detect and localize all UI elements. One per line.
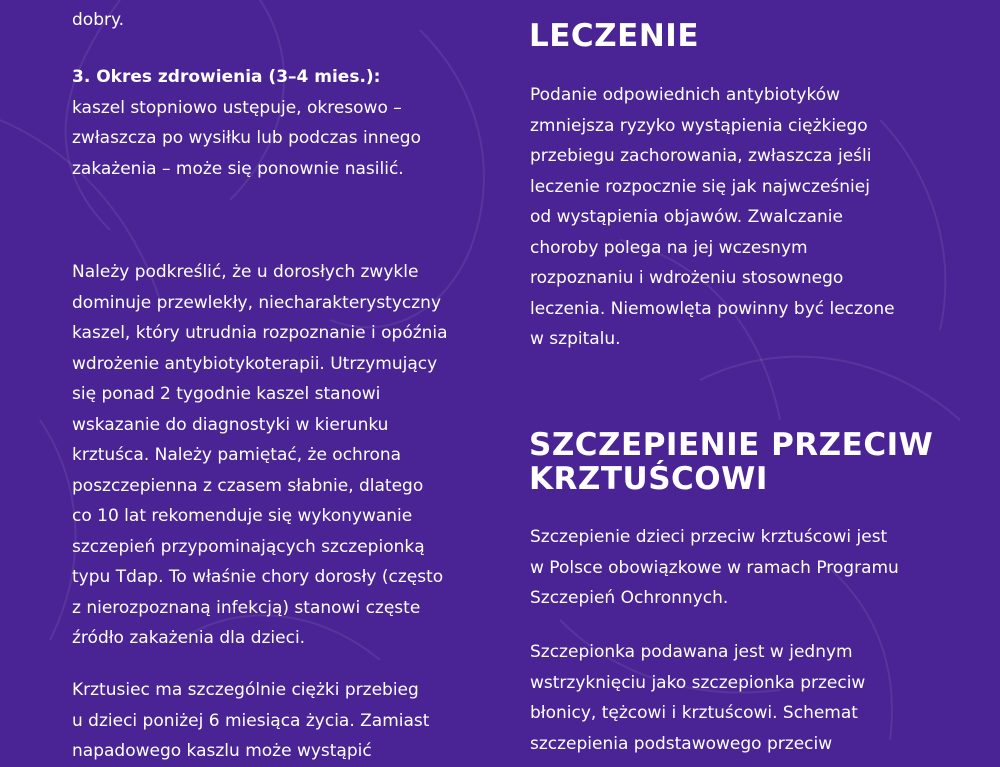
vaccine-paragraph-2	[530, 637, 950, 759]
text-line: dominuje przewlekły, niecharakterystyczny	[72, 292, 442, 313]
text-line: rozpoznaniu i wdrożeniu stosownego	[530, 268, 844, 288]
text-line: Należy podkreślić, że u dorosłych zwykle	[72, 262, 419, 282]
text-line: poszczepienna z czasem słabnie, dlatego	[72, 475, 424, 496]
vaccine-heading-line: SZCZEPIENIE PRZECIW	[529, 427, 934, 463]
text-line: Szczepionka podawana jest w jednym	[530, 642, 853, 662]
text-line: źródło zakażenia dla dzieci.	[72, 628, 306, 648]
text-line: leczenia. Niemowlęta powinny być leczone	[530, 298, 895, 319]
text-line: choroby polega na jej wczesnym	[530, 237, 808, 258]
text-line: zmniejsza ryzyko wystąpienia ciężkiego	[530, 115, 868, 136]
text-line: krztuśca. Należy pamiętać, że ochrona	[72, 445, 402, 465]
text-line: dobry.	[72, 10, 125, 30]
vaccine-heading	[529, 428, 933, 496]
text-line: wskazanie do diagnostyki w kierunku	[72, 414, 389, 435]
stage-3-block	[72, 62, 492, 184]
vaccine-heading-line: KRZTUŚCOWI	[529, 461, 768, 497]
text-line: wstrzyknięciu jako szczepionka przeciw	[530, 672, 866, 693]
treatment-paragraph	[530, 80, 950, 355]
vaccine-paragraph-1	[530, 522, 950, 614]
text-line: szczepienia podstawowego przeciw	[530, 733, 833, 754]
text-line: Szczepienie dzieci przeciw krztuścowi jest	[530, 527, 888, 547]
text-line: typu Tdap. To właśnie chory dorosły (często	[72, 567, 444, 587]
text-line: przebiegu zachorowania, zwłaszcza jeśli	[530, 146, 872, 166]
text-line: błonicy, tężcowi i krztuścowi. Schemat	[530, 703, 858, 723]
stage-3-title: 3. Okres zdrowienia (3–4 mies.):	[72, 67, 381, 87]
text-line: się ponad 2 tygodnie kaszel stanowi	[72, 384, 381, 404]
text-line: zakażenia – może się ponownie nasilić.	[72, 158, 404, 179]
text-line: szczepień przypominających szczepionką	[72, 536, 425, 557]
text-line: kaszel, który utrudnia rozpoznanie i opóźnia	[72, 323, 448, 343]
text-line: z nierozpoznaną infekcją) stanowi częste	[72, 597, 421, 618]
text-line: w Polsce obowiązkowe w ramach Programu	[530, 557, 899, 578]
text-fragment-top	[72, 5, 492, 36]
infants-paragraph	[72, 675, 492, 767]
text-line: wdrożenie antybiotykoterapii. Utrzymujący	[72, 353, 438, 374]
text-line: Szczepień Ochronnych.	[530, 588, 729, 608]
text-line: Podanie odpowiednich antybiotyków	[530, 85, 841, 105]
text-line: kaszel stopniowo ustępuje, okresowo –	[72, 97, 402, 118]
text-line: Krztusiec ma szczególnie ciężki przebieg	[72, 680, 419, 700]
adults-paragraph	[72, 257, 492, 654]
text-line: napadowego kaszlu może wystąpić	[72, 741, 372, 761]
text-line: zwłaszcza po wysiłku lub podczas innego	[72, 128, 421, 148]
treatment-heading: LECZENIE	[529, 18, 699, 54]
text-line: co 10 lat rekomenduje się wykonywanie	[72, 506, 413, 526]
text-line: u dzieci poniżej 6 miesiąca życia. Zamiast	[72, 710, 430, 731]
text-line: leczenie rozpocznie się jak najwcześniej	[530, 176, 870, 197]
text-line: w szpitalu.	[530, 329, 621, 349]
text-line: od wystąpienia objawów. Zwalczanie	[530, 207, 843, 227]
